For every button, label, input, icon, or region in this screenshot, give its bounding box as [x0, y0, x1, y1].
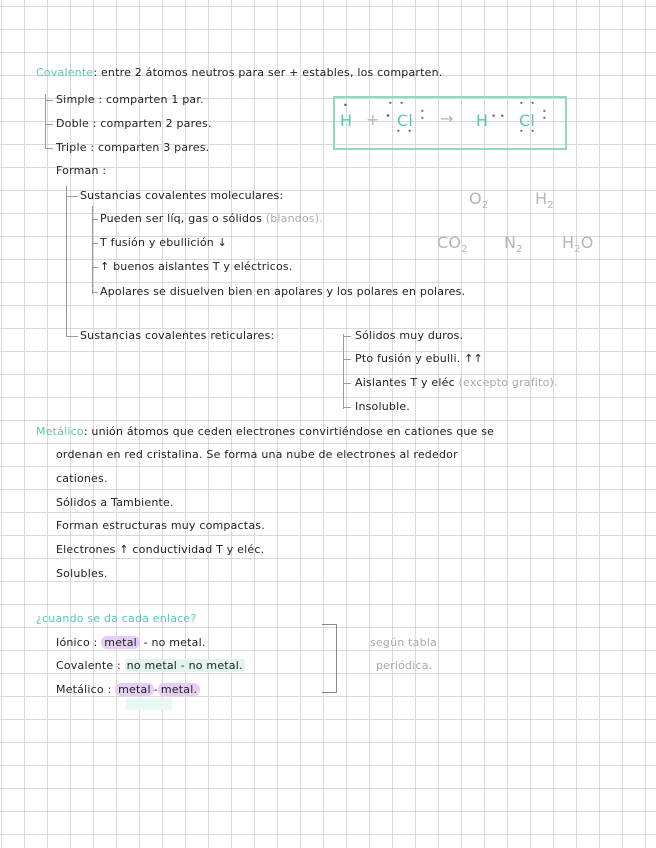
reticular-item-2: Pto fusión y ebulli. ↑↑ [355, 352, 483, 365]
metalico-metal-highlight-a: metal [115, 683, 154, 696]
covalente-definition: : entre 2 átomos neutros para ser + estables, los comparten. [93, 66, 443, 79]
lewis-cl: Cl [397, 111, 414, 130]
metalico-row: Metálico : metal - metal. [56, 683, 200, 696]
ionico-row [56, 636, 206, 649]
ionico-metal-highlight: metal [101, 636, 140, 649]
covalente-title: Covalente [36, 66, 94, 79]
double-bond: Doble : comparten 2 pares. [56, 117, 212, 130]
molecular-item-2: T fusión y ebullición ↓ [100, 236, 228, 249]
lewis-plus: + [366, 110, 380, 129]
reticular-item-1: Sólidos muy duros. [355, 329, 464, 342]
lewis-product-h: H [476, 111, 489, 130]
cuando-note-2: periódica. [376, 659, 433, 672]
forman-label: Forman : [56, 164, 107, 177]
metalico-label: Metálico : [56, 683, 112, 696]
reticular-item-3: Aislantes T y eléc (excepto grafito). [355, 376, 558, 389]
ionico-rest: - no metal. [143, 636, 206, 649]
molecular-item-4: Apolares se disuelven bien en apolares y los polares en polares. [100, 285, 466, 298]
metalico-item-2: Forman estructuras muy compactas. [56, 519, 265, 532]
molecular-item-1: Pueden ser líq, gas o sólidos (blandos). [100, 212, 323, 225]
metalico-metal-highlight-b: metal. [158, 683, 200, 696]
ionico-label: Iónico : [56, 636, 98, 649]
metalico-title: Metálico [36, 425, 84, 438]
lewis-h-dot: • [343, 101, 348, 110]
simple-bond: Simple : comparten 1 par. [56, 93, 204, 106]
mint-smudge [126, 698, 172, 710]
metalico-definition-3: cationes. [56, 472, 108, 485]
triple-bond: Triple : comparten 3 pares. [56, 141, 210, 154]
bond-types-bracket [45, 94, 46, 149]
molecule-o2: $O_2$ [469, 189, 489, 212]
metalico-item-3: Electrones ↑ conductividad T y eléc. [56, 543, 265, 556]
molecule-h2: $H_2$ [535, 189, 554, 212]
covalente-line [36, 66, 442, 79]
lewis-h: H [340, 111, 353, 130]
metalico-line [36, 425, 494, 438]
reticular-title: Sustancias covalentes reticulares: [80, 329, 275, 342]
metalico-item-4: Solubles. [56, 567, 108, 580]
cuando-title: ¿cuando se da cada enlace? [36, 612, 197, 625]
molecular-item-1-note: (blandos). [265, 212, 323, 225]
molecular-item-3: ↑ buenos aislantes T y eléctricos. [100, 260, 293, 273]
molecular-title: Sustancias covalentes moleculares: [80, 189, 284, 202]
covalente-label: Covalente : [56, 659, 121, 672]
covalente-row [56, 659, 245, 672]
molecule-h2o: $H_2O$ [562, 233, 594, 256]
forman-bracket [66, 186, 67, 337]
reticular-bracket [343, 334, 344, 409]
reticular-item-3-note: (excepto grafito). [458, 376, 558, 389]
molecule-n2: $N_2$ [504, 233, 523, 256]
metalico-item-1: Sólidos a Tambiente. [56, 496, 174, 509]
metalico-definition: : unión átomos que ceden electrones convirtiéndose en cationes que se [83, 425, 495, 438]
cuando-note-1: según tabla [370, 636, 437, 649]
lewis-arrow: → [440, 109, 454, 128]
lewis-cl-dots: • • [388, 99, 406, 108]
reticular-item-4: Insoluble. [355, 400, 411, 413]
lewis-product-cl: Cl [519, 111, 536, 130]
molecule-co2: $CO_2$ [437, 233, 468, 256]
cuando-bracket [336, 624, 337, 693]
metalico-definition-2: ordenan en red cristalina. Se forma una nube de electrones al rededor [56, 448, 458, 461]
covalente-nonmetal-highlight: no metal - no metal. [126, 659, 243, 672]
